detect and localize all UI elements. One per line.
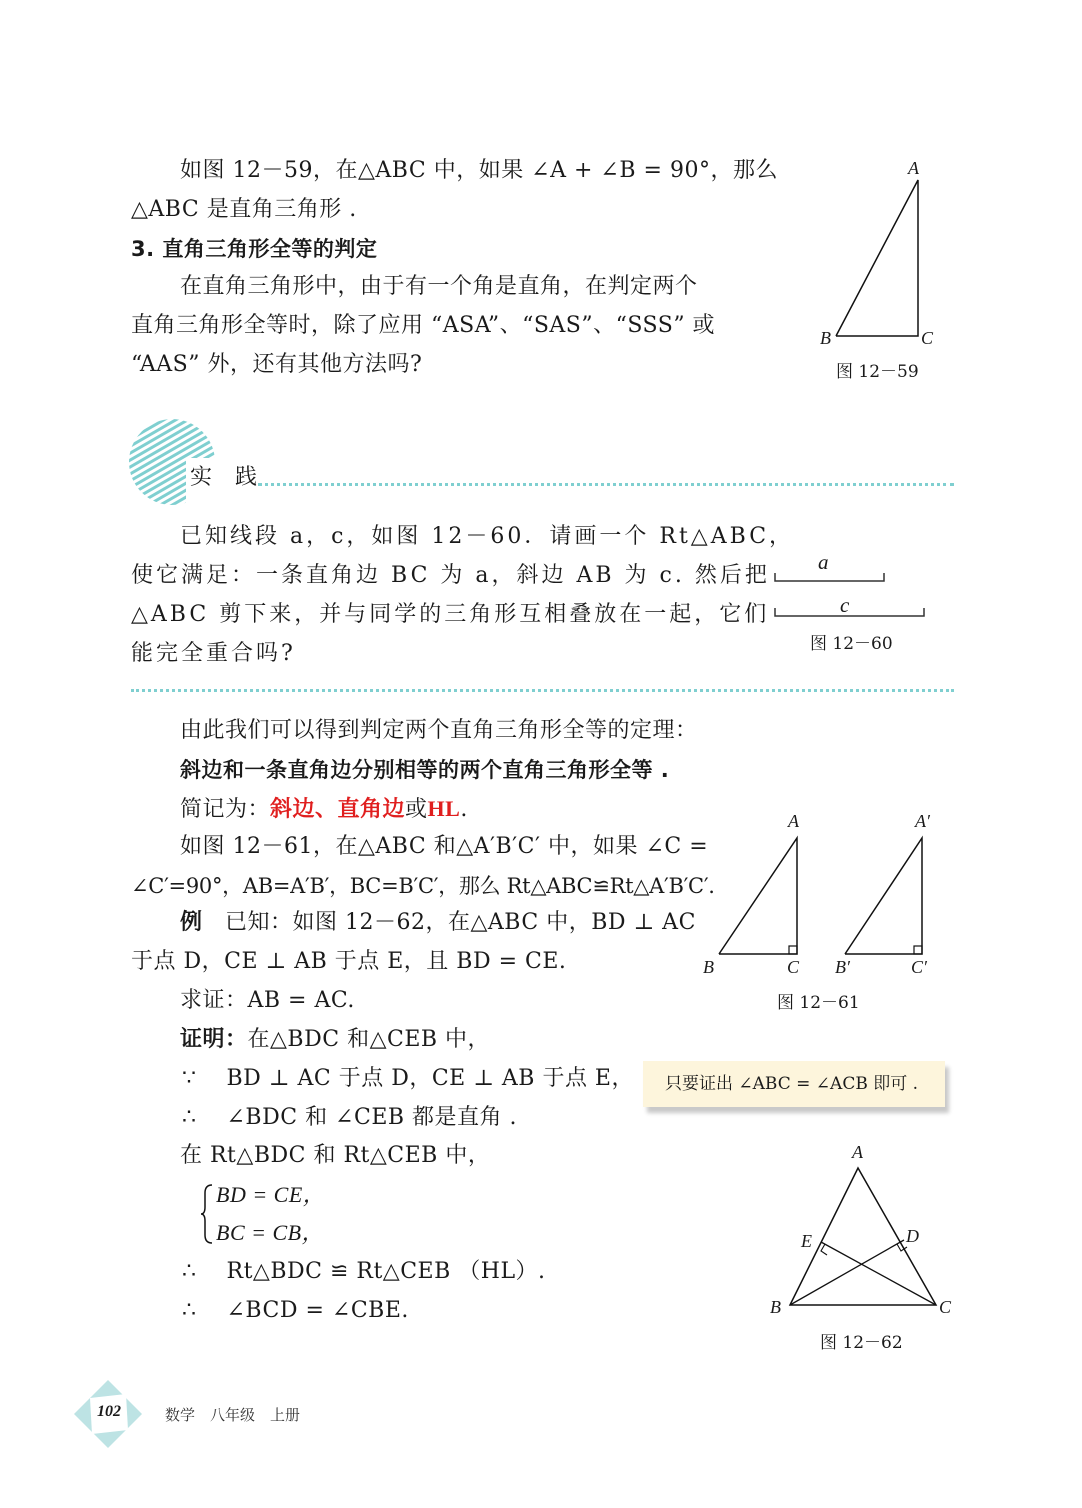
proof-text: ∠BCD = ∠CBE.: [226, 1298, 409, 1323]
vertex-label-a: A: [908, 158, 919, 178]
vertex-label-c: C: [787, 957, 800, 977]
brace-icon: [200, 1183, 214, 1245]
vertex-label-a: A: [852, 1142, 863, 1162]
segment-label-c: c: [840, 593, 850, 617]
therefore-symbol: ∴: [182, 1105, 197, 1130]
vertex-label-b: B: [820, 328, 831, 348]
example-prove: 求证：AB = AC.: [180, 988, 355, 1013]
hint-note: [643, 1061, 945, 1107]
proof-text: Rt△BDC ≌ Rt△CEB （HL）.: [226, 1259, 546, 1284]
two-triangles-diagram: [710, 830, 940, 960]
figure-caption: 图 12－61: [777, 993, 860, 1013]
section-line-3: “AAS” 外，还有其他方法吗?: [131, 352, 423, 377]
abbr-end: .: [460, 797, 468, 822]
figure-caption: 图 12－60: [810, 634, 893, 654]
abbr-or: 或: [405, 797, 428, 822]
vertex-label-d: D: [906, 1226, 919, 1246]
section-heading: 3. 直角三角形全等的判定: [131, 237, 378, 261]
abbr-red-text: 斜边、直角边: [270, 797, 406, 822]
segments-diagram: [772, 570, 932, 620]
example-given: 已知：如图 12－62，在△ABC 中，BD ⊥ AC: [225, 910, 696, 935]
proof-text: 在△BDC 和△CEB 中，: [247, 1027, 491, 1052]
theorem-abbreviation: [180, 794, 468, 825]
vertex-label-b-prime: B′: [835, 957, 850, 977]
theorem-statement: 斜边和一条直角边分别相等的两个直角三角形全等 .: [180, 758, 670, 782]
proof-text: BD ⊥ AC 于点 D，CE ⊥ AB 于点 E，: [226, 1066, 634, 1091]
segment-a: [775, 573, 884, 581]
proof-line-1: [180, 1025, 490, 1055]
theorem-example-line-1: 如图 12－61，在△ABC 和△A′B′C′ 中，如果 ∠C =: [180, 834, 709, 859]
vertex-label-c-prime: C′: [911, 957, 927, 977]
practice-title: 实 践: [190, 465, 265, 490]
because-symbol: ∵: [182, 1066, 197, 1091]
intro-line-2: △ABC 是直角三角形 .: [131, 197, 357, 222]
practice-line-4: 能完全重合吗?: [131, 641, 296, 666]
system-line-1: BD = CE，: [216, 1182, 326, 1207]
abbr-prefix: 简记为：: [180, 797, 271, 822]
practice-line-2: 使它满足：一条直角边 BC 为 a，斜边 AB 为 c. 然后把: [131, 563, 770, 588]
figure-caption: 图 12－59: [836, 362, 919, 382]
example-line-2: 于点 D，CE ⊥ AB 于点 E，且 BD = CE.: [131, 949, 567, 974]
intro-line-1: 如图 12－59，在△ABC 中，如果 ∠A + ∠B = 90°，那么: [180, 158, 778, 183]
vertex-label-c: C: [921, 328, 934, 348]
proof-line-6: [182, 1296, 409, 1326]
proof-line-4: 在 Rt△BDC 和 Rt△CEB 中，: [180, 1143, 491, 1168]
proof-line-2: [182, 1064, 634, 1094]
example-line-1: [180, 908, 696, 938]
segment-c: [775, 608, 924, 616]
therefore-symbol: ∴: [182, 1259, 197, 1284]
vertex-label-c: C: [939, 1297, 952, 1317]
hint-text: 只要证出 ∠ABC = ∠ACB 即可 .: [665, 1074, 919, 1094]
example-label: 例: [180, 910, 203, 935]
abbr-hl: HL: [427, 796, 461, 821]
section-line-1: 在直角三角形中，由于有一个角是直角，在判定两个: [180, 274, 698, 299]
proof-line-3: [182, 1103, 517, 1133]
book-title: 数学 八年级 上册: [165, 1406, 301, 1424]
vertex-label-a: A: [788, 811, 799, 831]
dotted-divider: [258, 483, 954, 486]
figure-caption: 图 12－62: [820, 1333, 903, 1353]
dotted-divider: [131, 689, 954, 692]
proof-text: ∠BDC 和 ∠CEB 都是直角 .: [226, 1105, 518, 1130]
practice-line-1: 已知线段 a，c，如图 12－60．请画一个 Rt△ABC，: [180, 524, 795, 549]
proof-label: 证明：: [180, 1027, 248, 1052]
therefore-symbol: ∴: [182, 1298, 197, 1323]
segment-label-a: a: [818, 550, 829, 574]
proof-line-5: [182, 1257, 546, 1287]
vertex-label-e: E: [801, 1231, 812, 1251]
system-line-2: BC = CB，: [216, 1220, 325, 1245]
vertex-label-b: B: [770, 1297, 781, 1317]
vertex-label-a-prime: A′: [915, 811, 930, 831]
practice-line-3: △ABC 剪下来，并与同学的三角形互相叠放在一起，它们: [131, 602, 770, 627]
theorem-example-line-2: ∠C′=90°，AB=A′B′，BC=B′C′，那么 Rt△ABC≌Rt△A′B′C′.: [131, 874, 715, 898]
page-number: 102: [97, 1403, 121, 1420]
triangle-diagram: [820, 170, 940, 350]
theorem-intro: 由此我们可以得到判定两个直角三角形全等的定理：: [180, 718, 698, 743]
section-line-2: 直角三角形全等时，除了应用 “ASA”、“SAS”、“SSS” 或: [131, 313, 716, 338]
vertex-label-b: B: [703, 957, 714, 977]
